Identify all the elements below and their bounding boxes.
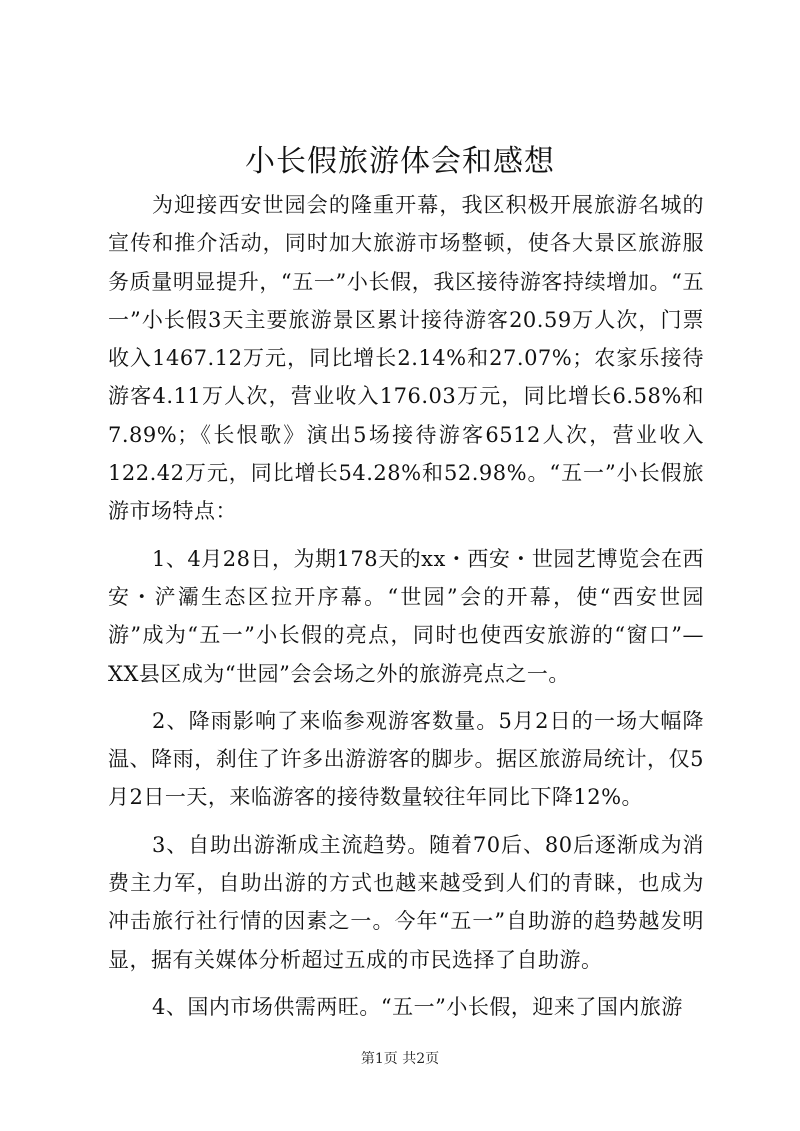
- paragraph-point-2: 2、降雨影响了来临参观游客数量。5月2日的一场大幅降温、降雨，刹住了许多出游游客的脚步。据区旅游局统计，仅5月2日一天，来临游客的接待数量较往年同比下降12%。: [108, 708, 704, 810]
- paragraph-point-3: 3、自助出游渐成主流趋势。随着70后、80后逐渐成为消费主力军，自助出游的方式也越来越受到人们的青睐，也成为冲击旅行社行情的因素之一。今年“五一”自助游的趋势越发明显，据有关媒体分析超过五成的市民选择了自助游。: [108, 832, 704, 972]
- paragraph-point-4: 4、国内市场供需两旺。“五一”小长假，迎来了国内旅游: [152, 994, 683, 1019]
- document-body: [108, 186, 704, 1026]
- paragraph-intro: 为迎接西安世园会的隆重开幕，我区积极开展旅游名城的宣传和推介活动，同时加大旅游市场整顿，使各大景区旅游服务质量明显提升，“五一”小长假，我区接待游客持续增加。“五一”小长假3天主要旅游景区累计接待游客20.59万人次，门票收入1467.12万元，同比增长2.14%和27.07%；农家乐接待游客4.11万人次，营业收入176.03万元，同比增长6.58%和7.89%；《长恨歌》演出5场接待游客6512人次，营业收入122.42万元，同比增长54.28%和52.98%。“五一”小长假旅游市场特点：: [108, 193, 704, 524]
- paragraph-point-1: 1、4月28日，为期178天的xx・西安・世园艺博览会在西安・浐灞生态区拉开序幕。“世园”会的开幕，使“西安世园游”成为“五一”小长假的亮点，同时也使西安旅游的“窗口”—XX县区成为“世园”会会场之外的旅游亮点之一。: [108, 546, 704, 686]
- page-title: 小长假旅游体会和感想: [245, 144, 555, 179]
- page-footer: 第1页 共2页: [360, 1051, 440, 1067]
